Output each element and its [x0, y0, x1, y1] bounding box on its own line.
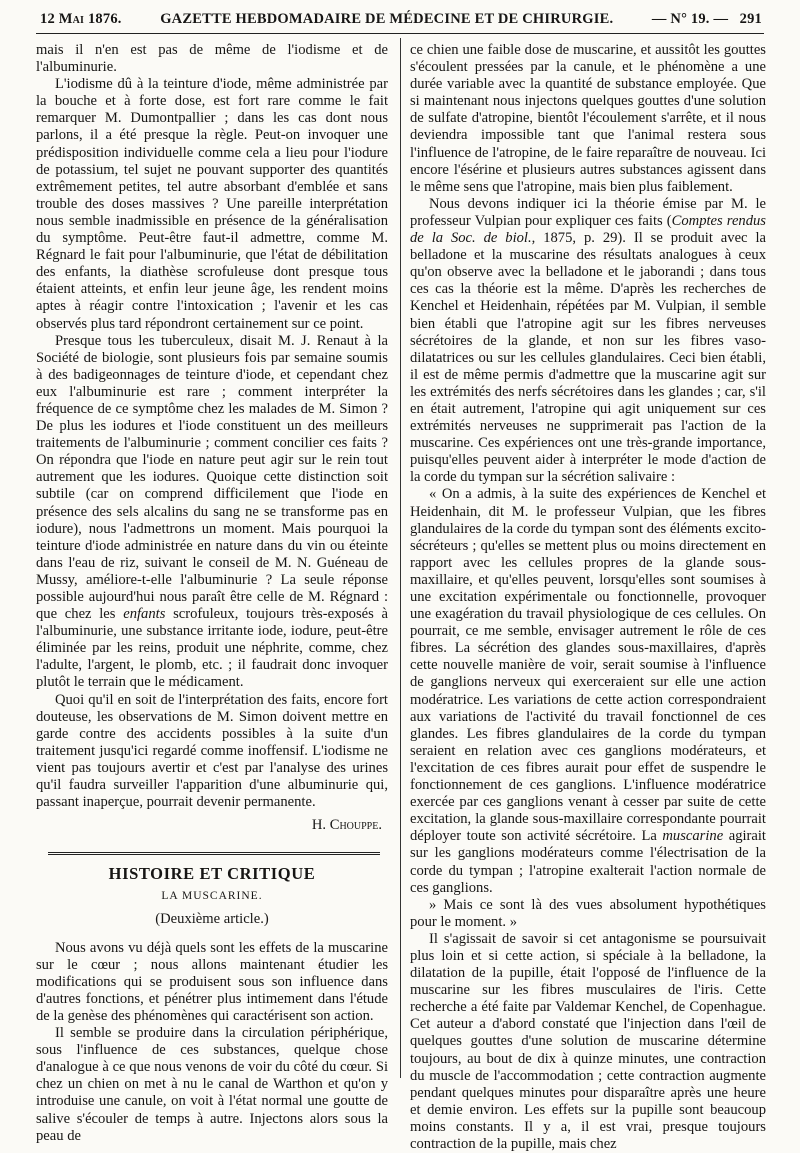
article-title: LA MUSCARINE. — [161, 890, 263, 903]
author-signature: H. Chouppe. — [311, 817, 382, 834]
column-divider — [400, 38, 401, 1078]
right-column — [410, 42, 766, 1152]
quote-paragraph: » Mais ce sont là des vues absolument hypothétiques pour le moment. » — [410, 896, 766, 930]
paragraph: Nous devons indiquer ici la théorie émise par M. le professeur Vulpian pour expliquer ces faits (Comptes rendus de la Soc. de biol., 1875, p. 29). Il se produit avec la belladone et la muscarine des résultats analogues à ceux qu'on observe avec la belladone et le jaborandi ; dans tous ces cas la théorie est la même. D'après les recherches de Kenchel et Heidenhain, répétées par M. Vulpian, il semble bien établi que l'atropine agit sur les fibres nerveuses sécrétoires de la glande, et non sur les fibres vaso-dilatatrices ou sur les cellules glandulaires. Ceci bien établi, il est de même permis d'admettre que la muscarine agit sur les extrémités des nerfs sécrétoires dans les glandes ; car, s'il en était autrement, l'atropine qui agit uniquement sur ces extrémités nerveuses ne supprimerait pas l'action de la muscarine. Ces expériences ont une très-grande importance, puisqu'elles peuvent aider à interpréter le mode d'action de la corde du tympan sur la sécrétion salivaire : — [410, 195, 766, 486]
quote-paragraph: « On a admis, à la suite des expériences de Kenchel et Heidenhain, dit M. le professeur Vulpian, que les fibres glandulaires de la corde du tympan sont des éléments excito-sécréteurs ; qu'elles se mettent plus ou moins directement en rapport avec les cellules propres de la glande sous-maxillaire, et qu'elles peuvent, lorsqu'elles sont soumises à une excitation expérimentale ou fonctionnelle, provoquer une exagération du travail physiologique de ces cellules. On pourrait, ce me semble, envisager autrement le rôle de ces fibres. La sécrétion des glandes sous-maxillaires, d'après cette nouvelle manière de voir, serait soumise à l'influence de ganglions nerveux qui exerceraient sur elle une action modératrice. Les variations de cette action correspondraient aux variations de l'activité du travail fonctionnel de ces glandes. Les fibres glandulaires de la corde du tympan seraient en relation avec ces ganglions modérateurs, et l'excitation de ces fibres aurait pour effet de suspendre le fonctionnement de ces ganglions. L'influence modératrice exercée par ces ganglions venant à cesser par suite de cette excitation, la glande sous-maxillaire correspondante pourrait déployer toute son activité sécrétoire. La muscarine agirait sur les ganglions modérateurs comme l'électrisation de la corde du tympan ; l'atropine exalterait l'action normale de ces ganglions. — [410, 486, 766, 896]
journal-title: GAZETTE HEBDOMADAIRE DE MÉDECINE ET DE CHIRURGIE. — [160, 10, 614, 27]
paragraph: Presque tous les tuberculeux, disait M. J. Renaut à la Société de biologie, sont plusieurs fois par semaine soumis à des badigeonnages de teinture d'iode, et cependant chez eux l'albuminurie est rare ; comment interpréter la fréquence de ce symptôme chez les malades de M. Simon ? De plus les iodures et l'iode constituent un des meilleurs traitements de l'albuminurie ; comment concilier ces faits ? On répondra que l'iode en nature peut agir sur le rein tout autrement que les iodures. Quoique cette distinction soit subtile (car on comprend difficilement que l'iode en présence des sels alcalins du sang ne se transforme pas en iodure), nous l'admettrons un moment. Mais pourquoi la teinture d'iode administrée en nature dans du vin ou éteinte dans l'eau de riz, suivant le conseil de M. N. Guéneau de Mussy, améliore-t-elle l'albuminurie ? La seule réponse possible aujourd'hui nous paraît être celle de M. Régnard : que chez les enfants scrofuleux, toujours très-exposés à l'albuminurie, une substance irritante iode, iodure, peut-être éliminée par les reins, produit une néphrite, comme, chez l'adulte, l'argent, le plomb, etc. ; il faudrait donc invoquer plutôt le terrain que le médicament. — [36, 332, 388, 691]
paragraph: ce chien une faible dose de muscarine, et aussitôt les gouttes s'écoulent pressées par la canule, et le phénomène a une durée variable avec la quantité de substance employée. Que si maintenant nous injectons quelques gouttes d'une solution de sulfate d'atropine, bientôt l'écoulement s'arrête, et il nous deviendra impossible tant que l'animal restera sous l'influence de l'atropine, de le faire reparaître de nouveau. Ici encore l'ésérine et plusieurs autres substances agissent dans le même sens que l'atropine, mais bien plus faiblement. — [410, 42, 766, 195]
paragraph: L'iodisme dû à la teinture d'iode, même administrée par la bouche et à forte dose, est fort rare comme le fait remarquer M. Dumontpallier ; dans les cas dont nous parlons, il a été presque la règle. Peut-on invoquer une prédisposition individuelle comme cela a lieu pour l'iodure de potassium, tel sujet ne pouvant supporter des quantités extrêmement petites, tel autre absorbant d'emblée et sans trouble des doses massives ? Une pareille interprétation nous semble inadmissible en présence de la généralisation du symptôme. Peut-être faut-il admettre, comme M. Régnard le fait pour l'albuminurie, que l'état de débilitation des enfants, la diathèse scrofuleuse dont presque tous étaient atteints, et enfin leur jeune âge, les rendent moins aptes à réagir contre l'intoxication ; l'avenir et les cas observés plus tard répondront certainement sur ce point. — [36, 76, 388, 332]
header-date: 12 Mai 1876. — [40, 10, 122, 27]
paragraph: Il s'agissait de savoir si cet antagonisme se poursuivait plus loin et si cette action, si spéciale à la belladone, la dilatation de la pupille, était l'opposé de l'influence de la muscarine sur les fibres musculaires de l'iris. Cette recherche a été faite par Valdemar Kenchel, de Copenhague. Cet auteur a d'abord constaté que l'injection dans l'œil de quelques gouttes d'une solution de muscarine détermine toujours, au bout de dix à quinze minutes, une contraction du muscle de l'accommodation ; cette contraction augmente pendant quelques minutes pour disparaître après une heure et demie environ. Les effets sur la pupille sont beaucoup moins constants. Il y a, il est vrai, presque toujours contraction de la pupille, mais chez — [410, 930, 766, 1152]
article-subtitle: (Deuxième article.) — [155, 910, 269, 927]
section-separator — [48, 852, 380, 855]
header-rule — [36, 33, 764, 34]
header-issue-page: — N° 19. — 291 — [651, 10, 762, 27]
paragraph: Nous avons vu déjà quels sont les effets de la muscarine sur le cœur ; nous allons maintenant étudier les modifications qui se produisent sous son influence dans d'autres fonctions, et pénétrer plus intimement dans l'étude de la genèse des phénomènes qui caractérisent son action. — [36, 939, 388, 1024]
section-title: HISTOIRE ET CRITIQUE — [108, 864, 316, 884]
paragraph: mais il n'en est pas de même de l'iodisme et de l'albuminurie. — [36, 42, 388, 76]
paragraph: Quoi qu'il en soit de l'interprétation des faits, encore fort douteuse, les observations de M. Simon doivent mettre en garde contre des accidents possibles à la suite d'un traitement jusqu'ici regardé comme inoffensif. L'iodisme ne vient pas toujours avertir et c'est par l'analyse des urines qu'il faudra surveiller l'apparition d'une albuminurie qui, passant inaperçue, pourrait devenir permanente. — [36, 691, 388, 811]
running-header — [40, 6, 762, 32]
left-column — [36, 42, 388, 1144]
paragraph: Il semble se produire dans la circulation périphérique, sous l'influence de ces substances, quelque chose d'analogue à ce que nous venons de voir du côté du cœur. Si chez un chien on met à nu le canal de Warthon et qu'on y introduise une canule, on voit à l'état normal une goutte de salive s'écouler de temps à autre. Injectons alors sous la peau de — [36, 1025, 388, 1144]
